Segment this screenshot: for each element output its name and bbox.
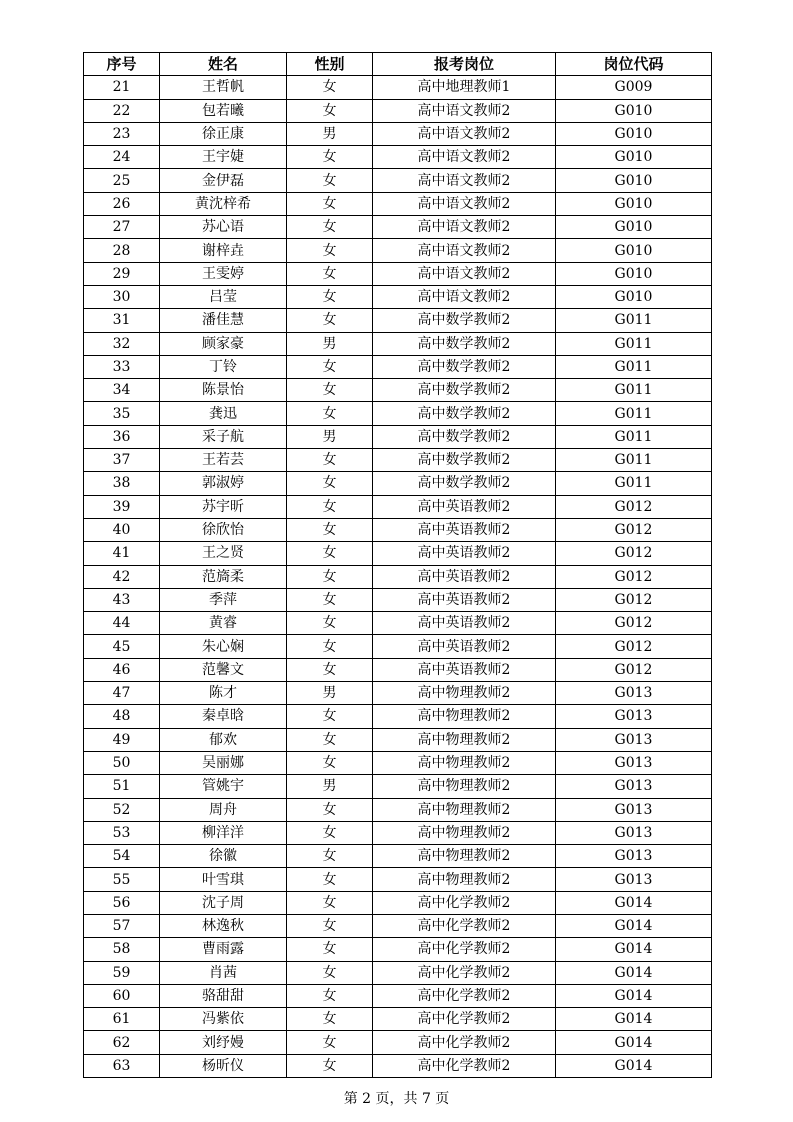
table-row (84, 518, 712, 541)
cell-name: 郭淑婷 (160, 472, 287, 495)
table-row (84, 845, 712, 868)
cell-name: 龚迅 (160, 402, 287, 425)
cell-serial-number: 47 (84, 682, 160, 705)
table-row (84, 1054, 712, 1077)
cell-serial-number: 35 (84, 402, 160, 425)
cell-serial-number: 33 (84, 355, 160, 378)
cell-applied-position: 高中语文教师2 (373, 262, 556, 285)
table-row (84, 76, 712, 99)
cell-position-code: G014 (556, 891, 712, 914)
cell-gender: 女 (287, 99, 373, 122)
cell-serial-number: 44 (84, 612, 160, 635)
cell-gender: 女 (287, 891, 373, 914)
cell-serial-number: 22 (84, 99, 160, 122)
cell-position-code: G014 (556, 984, 712, 1007)
cell-serial-number: 25 (84, 169, 160, 192)
cell-name: 顾家豪 (160, 332, 287, 355)
cell-gender: 女 (287, 821, 373, 844)
cell-position-code: G013 (556, 868, 712, 891)
cell-position-code: G014 (556, 961, 712, 984)
cell-applied-position: 高中物理教师2 (373, 845, 556, 868)
cell-applied-position: 高中语文教师2 (373, 146, 556, 169)
cell-gender: 女 (287, 542, 373, 565)
cell-applied-position: 高中数学教师2 (373, 332, 556, 355)
cell-serial-number: 55 (84, 868, 160, 891)
table-row (84, 984, 712, 1007)
cell-serial-number: 50 (84, 751, 160, 774)
cell-position-code: G012 (556, 635, 712, 658)
cell-applied-position: 高中化学教师2 (373, 891, 556, 914)
cell-gender: 女 (287, 262, 373, 285)
cell-position-code: G014 (556, 1054, 712, 1077)
table-row (84, 379, 712, 402)
cell-position-code: G011 (556, 379, 712, 402)
cell-serial-number: 41 (84, 542, 160, 565)
cell-applied-position: 高中语文教师2 (373, 122, 556, 145)
cell-name: 徐欣怡 (160, 518, 287, 541)
header-name: 姓名 (160, 53, 287, 76)
cell-gender: 女 (287, 449, 373, 472)
cell-name: 沈子周 (160, 891, 287, 914)
cell-applied-position: 高中英语教师2 (373, 518, 556, 541)
cell-gender: 女 (287, 402, 373, 425)
cell-name: 曹雨露 (160, 938, 287, 961)
cell-applied-position: 高中物理教师2 (373, 705, 556, 728)
cell-position-code: G013 (556, 798, 712, 821)
cell-serial-number: 58 (84, 938, 160, 961)
table-row (84, 635, 712, 658)
cell-position-code: G011 (556, 449, 712, 472)
cell-gender: 女 (287, 635, 373, 658)
cell-position-code: G014 (556, 938, 712, 961)
cell-position-code: G011 (556, 472, 712, 495)
cell-serial-number: 37 (84, 449, 160, 472)
table-row (84, 449, 712, 472)
cell-gender: 女 (287, 705, 373, 728)
cell-position-code: G011 (556, 402, 712, 425)
cell-gender: 女 (287, 565, 373, 588)
table-row (84, 122, 712, 145)
cell-serial-number: 60 (84, 984, 160, 1007)
table-row (84, 146, 712, 169)
table-row (84, 914, 712, 937)
cell-name: 范旖柔 (160, 565, 287, 588)
cell-applied-position: 高中化学教师2 (373, 1054, 556, 1077)
table-header (84, 53, 712, 76)
cell-name: 柳洋洋 (160, 821, 287, 844)
cell-position-code: G010 (556, 99, 712, 122)
cell-serial-number: 46 (84, 658, 160, 681)
cell-gender: 女 (287, 379, 373, 402)
cell-applied-position: 高中物理教师2 (373, 798, 556, 821)
cell-name: 范馨文 (160, 658, 287, 681)
cell-name: 黄睿 (160, 612, 287, 635)
cell-serial-number: 62 (84, 1031, 160, 1054)
table-row (84, 262, 712, 285)
cell-serial-number: 57 (84, 914, 160, 937)
cell-gender: 女 (287, 938, 373, 961)
cell-applied-position: 高中化学教师2 (373, 938, 556, 961)
cell-gender: 女 (287, 518, 373, 541)
cell-name: 吴丽娜 (160, 751, 287, 774)
cell-name: 刘纾嫚 (160, 1031, 287, 1054)
cell-position-code: G011 (556, 355, 712, 378)
cell-position-code: G013 (556, 775, 712, 798)
table-row (84, 425, 712, 448)
cell-serial-number: 40 (84, 518, 160, 541)
cell-serial-number: 28 (84, 239, 160, 262)
cell-applied-position: 高中化学教师2 (373, 1031, 556, 1054)
cell-applied-position: 高中化学教师2 (373, 914, 556, 937)
table-row (84, 472, 712, 495)
cell-applied-position: 高中数学教师2 (373, 449, 556, 472)
table-row (84, 99, 712, 122)
cell-applied-position: 高中物理教师2 (373, 682, 556, 705)
cell-applied-position: 高中物理教师2 (373, 821, 556, 844)
cell-gender: 女 (287, 984, 373, 1007)
cell-applied-position: 高中物理教师2 (373, 751, 556, 774)
cell-gender: 女 (287, 1008, 373, 1031)
cell-serial-number: 43 (84, 588, 160, 611)
page-number-footer: 第 2 页，共 7 页 (343, 1091, 450, 1107)
header-serial-number: 序号 (84, 53, 160, 76)
table-row (84, 705, 712, 728)
cell-gender: 女 (287, 845, 373, 868)
cell-position-code: G012 (556, 612, 712, 635)
cell-applied-position: 高中语文教师2 (373, 169, 556, 192)
table-row (84, 1031, 712, 1054)
cell-gender: 男 (287, 332, 373, 355)
header-position-code: 岗位代码 (556, 53, 712, 76)
cell-gender: 女 (287, 914, 373, 937)
cell-gender: 女 (287, 239, 373, 262)
cell-position-code: G010 (556, 146, 712, 169)
table-row (84, 402, 712, 425)
cell-position-code: G012 (556, 542, 712, 565)
cell-serial-number: 26 (84, 192, 160, 215)
cell-serial-number: 52 (84, 798, 160, 821)
cell-serial-number: 54 (84, 845, 160, 868)
cell-name: 王哲帆 (160, 76, 287, 99)
cell-position-code: G009 (556, 76, 712, 99)
cell-gender: 女 (287, 728, 373, 751)
header-row (84, 53, 712, 76)
cell-gender: 女 (287, 146, 373, 169)
table-row (84, 612, 712, 635)
cell-applied-position: 高中语文教师2 (373, 99, 556, 122)
cell-applied-position: 高中数学教师2 (373, 402, 556, 425)
table-row (84, 775, 712, 798)
cell-gender: 女 (287, 961, 373, 984)
cell-serial-number: 29 (84, 262, 160, 285)
cell-applied-position: 高中物理教师2 (373, 728, 556, 751)
cell-position-code: G010 (556, 216, 712, 239)
cell-applied-position: 高中英语教师2 (373, 658, 556, 681)
cell-gender: 女 (287, 751, 373, 774)
cell-position-code: G014 (556, 914, 712, 937)
cell-position-code: G011 (556, 332, 712, 355)
cell-name: 骆甜甜 (160, 984, 287, 1007)
cell-gender: 女 (287, 216, 373, 239)
cell-serial-number: 34 (84, 379, 160, 402)
cell-name: 王宇婕 (160, 146, 287, 169)
cell-applied-position: 高中英语教师2 (373, 542, 556, 565)
cell-serial-number: 45 (84, 635, 160, 658)
cell-serial-number: 23 (84, 122, 160, 145)
cell-gender: 女 (287, 169, 373, 192)
cell-applied-position: 高中化学教师2 (373, 984, 556, 1007)
cell-serial-number: 63 (84, 1054, 160, 1077)
cell-position-code: G013 (556, 682, 712, 705)
cell-position-code: G010 (556, 122, 712, 145)
cell-position-code: G010 (556, 192, 712, 215)
cell-name: 杨昕仪 (160, 1054, 287, 1077)
cell-applied-position: 高中数学教师2 (373, 379, 556, 402)
cell-position-code: G010 (556, 169, 712, 192)
cell-applied-position: 高中英语教师2 (373, 612, 556, 635)
cell-position-code: G013 (556, 821, 712, 844)
cell-name: 采子航 (160, 425, 287, 448)
cell-serial-number: 61 (84, 1008, 160, 1031)
cell-serial-number: 36 (84, 425, 160, 448)
table-row (84, 798, 712, 821)
table-row (84, 588, 712, 611)
cell-serial-number: 59 (84, 961, 160, 984)
cell-serial-number: 38 (84, 472, 160, 495)
cell-name: 叶雪琪 (160, 868, 287, 891)
table-row (84, 332, 712, 355)
cell-gender: 女 (287, 658, 373, 681)
table-row (84, 169, 712, 192)
cell-position-code: G013 (556, 728, 712, 751)
table-row (84, 192, 712, 215)
table-row (84, 728, 712, 751)
table-row (84, 751, 712, 774)
cell-applied-position: 高中语文教师2 (373, 285, 556, 308)
cell-applied-position: 高中英语教师2 (373, 565, 556, 588)
cell-applied-position: 高中数学教师2 (373, 472, 556, 495)
cell-name: 黄沈梓希 (160, 192, 287, 215)
table-row (84, 355, 712, 378)
cell-position-code: G010 (556, 239, 712, 262)
table-row (84, 821, 712, 844)
header-applied-position: 报考岗位 (373, 53, 556, 76)
cell-name: 吕莹 (160, 285, 287, 308)
cell-name: 潘佳慧 (160, 309, 287, 332)
cell-gender: 男 (287, 682, 373, 705)
cell-position-code: G012 (556, 565, 712, 588)
cell-name: 苏宇昕 (160, 495, 287, 518)
cell-gender: 女 (287, 495, 373, 518)
cell-gender: 女 (287, 612, 373, 635)
cell-name: 林逸秋 (160, 914, 287, 937)
cell-applied-position: 高中物理教师2 (373, 868, 556, 891)
table-row (84, 216, 712, 239)
cell-name: 王雯婷 (160, 262, 287, 285)
cell-gender: 女 (287, 868, 373, 891)
cell-applied-position: 高中数学教师2 (373, 425, 556, 448)
cell-serial-number: 31 (84, 309, 160, 332)
cell-applied-position: 高中地理教师1 (373, 76, 556, 99)
table-row (84, 285, 712, 308)
cell-position-code: G011 (556, 309, 712, 332)
cell-serial-number: 48 (84, 705, 160, 728)
cell-applied-position: 高中语文教师2 (373, 239, 556, 262)
candidate-table (83, 52, 712, 1078)
cell-gender: 男 (287, 425, 373, 448)
table-row (84, 1008, 712, 1031)
cell-name: 苏心语 (160, 216, 287, 239)
cell-name: 朱心娴 (160, 635, 287, 658)
table-row (84, 239, 712, 262)
cell-gender: 男 (287, 122, 373, 145)
cell-name: 丁铃 (160, 355, 287, 378)
cell-position-code: G012 (556, 495, 712, 518)
cell-gender: 女 (287, 1054, 373, 1077)
cell-position-code: G013 (556, 705, 712, 728)
cell-name: 郁欢 (160, 728, 287, 751)
table-row (84, 961, 712, 984)
table-row (84, 868, 712, 891)
table-row (84, 891, 712, 914)
cell-serial-number: 30 (84, 285, 160, 308)
table-row (84, 938, 712, 961)
cell-position-code: G013 (556, 751, 712, 774)
table-row (84, 565, 712, 588)
cell-applied-position: 高中英语教师2 (373, 635, 556, 658)
cell-position-code: G012 (556, 588, 712, 611)
cell-name: 肖茜 (160, 961, 287, 984)
cell-serial-number: 27 (84, 216, 160, 239)
cell-gender: 男 (287, 775, 373, 798)
cell-name: 金伊磊 (160, 169, 287, 192)
cell-applied-position: 高中化学教师2 (373, 961, 556, 984)
cell-position-code: G014 (556, 1031, 712, 1054)
cell-name: 冯紫依 (160, 1008, 287, 1031)
cell-name: 管姚宇 (160, 775, 287, 798)
cell-name: 谢梓垚 (160, 239, 287, 262)
cell-serial-number: 24 (84, 146, 160, 169)
cell-gender: 女 (287, 355, 373, 378)
cell-name: 王若芸 (160, 449, 287, 472)
cell-position-code: G011 (556, 425, 712, 448)
cell-gender: 女 (287, 309, 373, 332)
cell-position-code: G013 (556, 845, 712, 868)
cell-name: 秦卓晗 (160, 705, 287, 728)
cell-serial-number: 49 (84, 728, 160, 751)
cell-name: 包若曦 (160, 99, 287, 122)
cell-name: 徐正康 (160, 122, 287, 145)
cell-gender: 女 (287, 472, 373, 495)
cell-gender: 女 (287, 798, 373, 821)
table-row (84, 495, 712, 518)
cell-serial-number: 32 (84, 332, 160, 355)
cell-gender: 女 (287, 285, 373, 308)
table-row (84, 542, 712, 565)
cell-applied-position: 高中英语教师2 (373, 588, 556, 611)
table-row (84, 658, 712, 681)
cell-position-code: G010 (556, 285, 712, 308)
cell-applied-position: 高中物理教师2 (373, 775, 556, 798)
table-row (84, 682, 712, 705)
table-row (84, 309, 712, 332)
cell-serial-number: 53 (84, 821, 160, 844)
cell-applied-position: 高中数学教师2 (373, 355, 556, 378)
cell-name: 季萍 (160, 588, 287, 611)
cell-serial-number: 42 (84, 565, 160, 588)
cell-position-code: G012 (556, 658, 712, 681)
cell-serial-number: 21 (84, 76, 160, 99)
cell-applied-position: 高中英语教师2 (373, 495, 556, 518)
cell-applied-position: 高中数学教师2 (373, 309, 556, 332)
cell-gender: 女 (287, 1031, 373, 1054)
header-gender: 性别 (287, 53, 373, 76)
cell-name: 徐徽 (160, 845, 287, 868)
cell-position-code: G012 (556, 518, 712, 541)
cell-name: 陈景怡 (160, 379, 287, 402)
cell-position-code: G014 (556, 1008, 712, 1031)
cell-applied-position: 高中语文教师2 (373, 192, 556, 215)
cell-name: 陈才 (160, 682, 287, 705)
cell-serial-number: 51 (84, 775, 160, 798)
cell-gender: 女 (287, 588, 373, 611)
cell-position-code: G010 (556, 262, 712, 285)
cell-gender: 女 (287, 76, 373, 99)
cell-applied-position: 高中化学教师2 (373, 1008, 556, 1031)
cell-name: 王之贤 (160, 542, 287, 565)
cell-name: 周舟 (160, 798, 287, 821)
cell-serial-number: 39 (84, 495, 160, 518)
cell-serial-number: 56 (84, 891, 160, 914)
table-body (84, 76, 712, 1078)
cell-applied-position: 高中语文教师2 (373, 216, 556, 239)
cell-gender: 女 (287, 192, 373, 215)
